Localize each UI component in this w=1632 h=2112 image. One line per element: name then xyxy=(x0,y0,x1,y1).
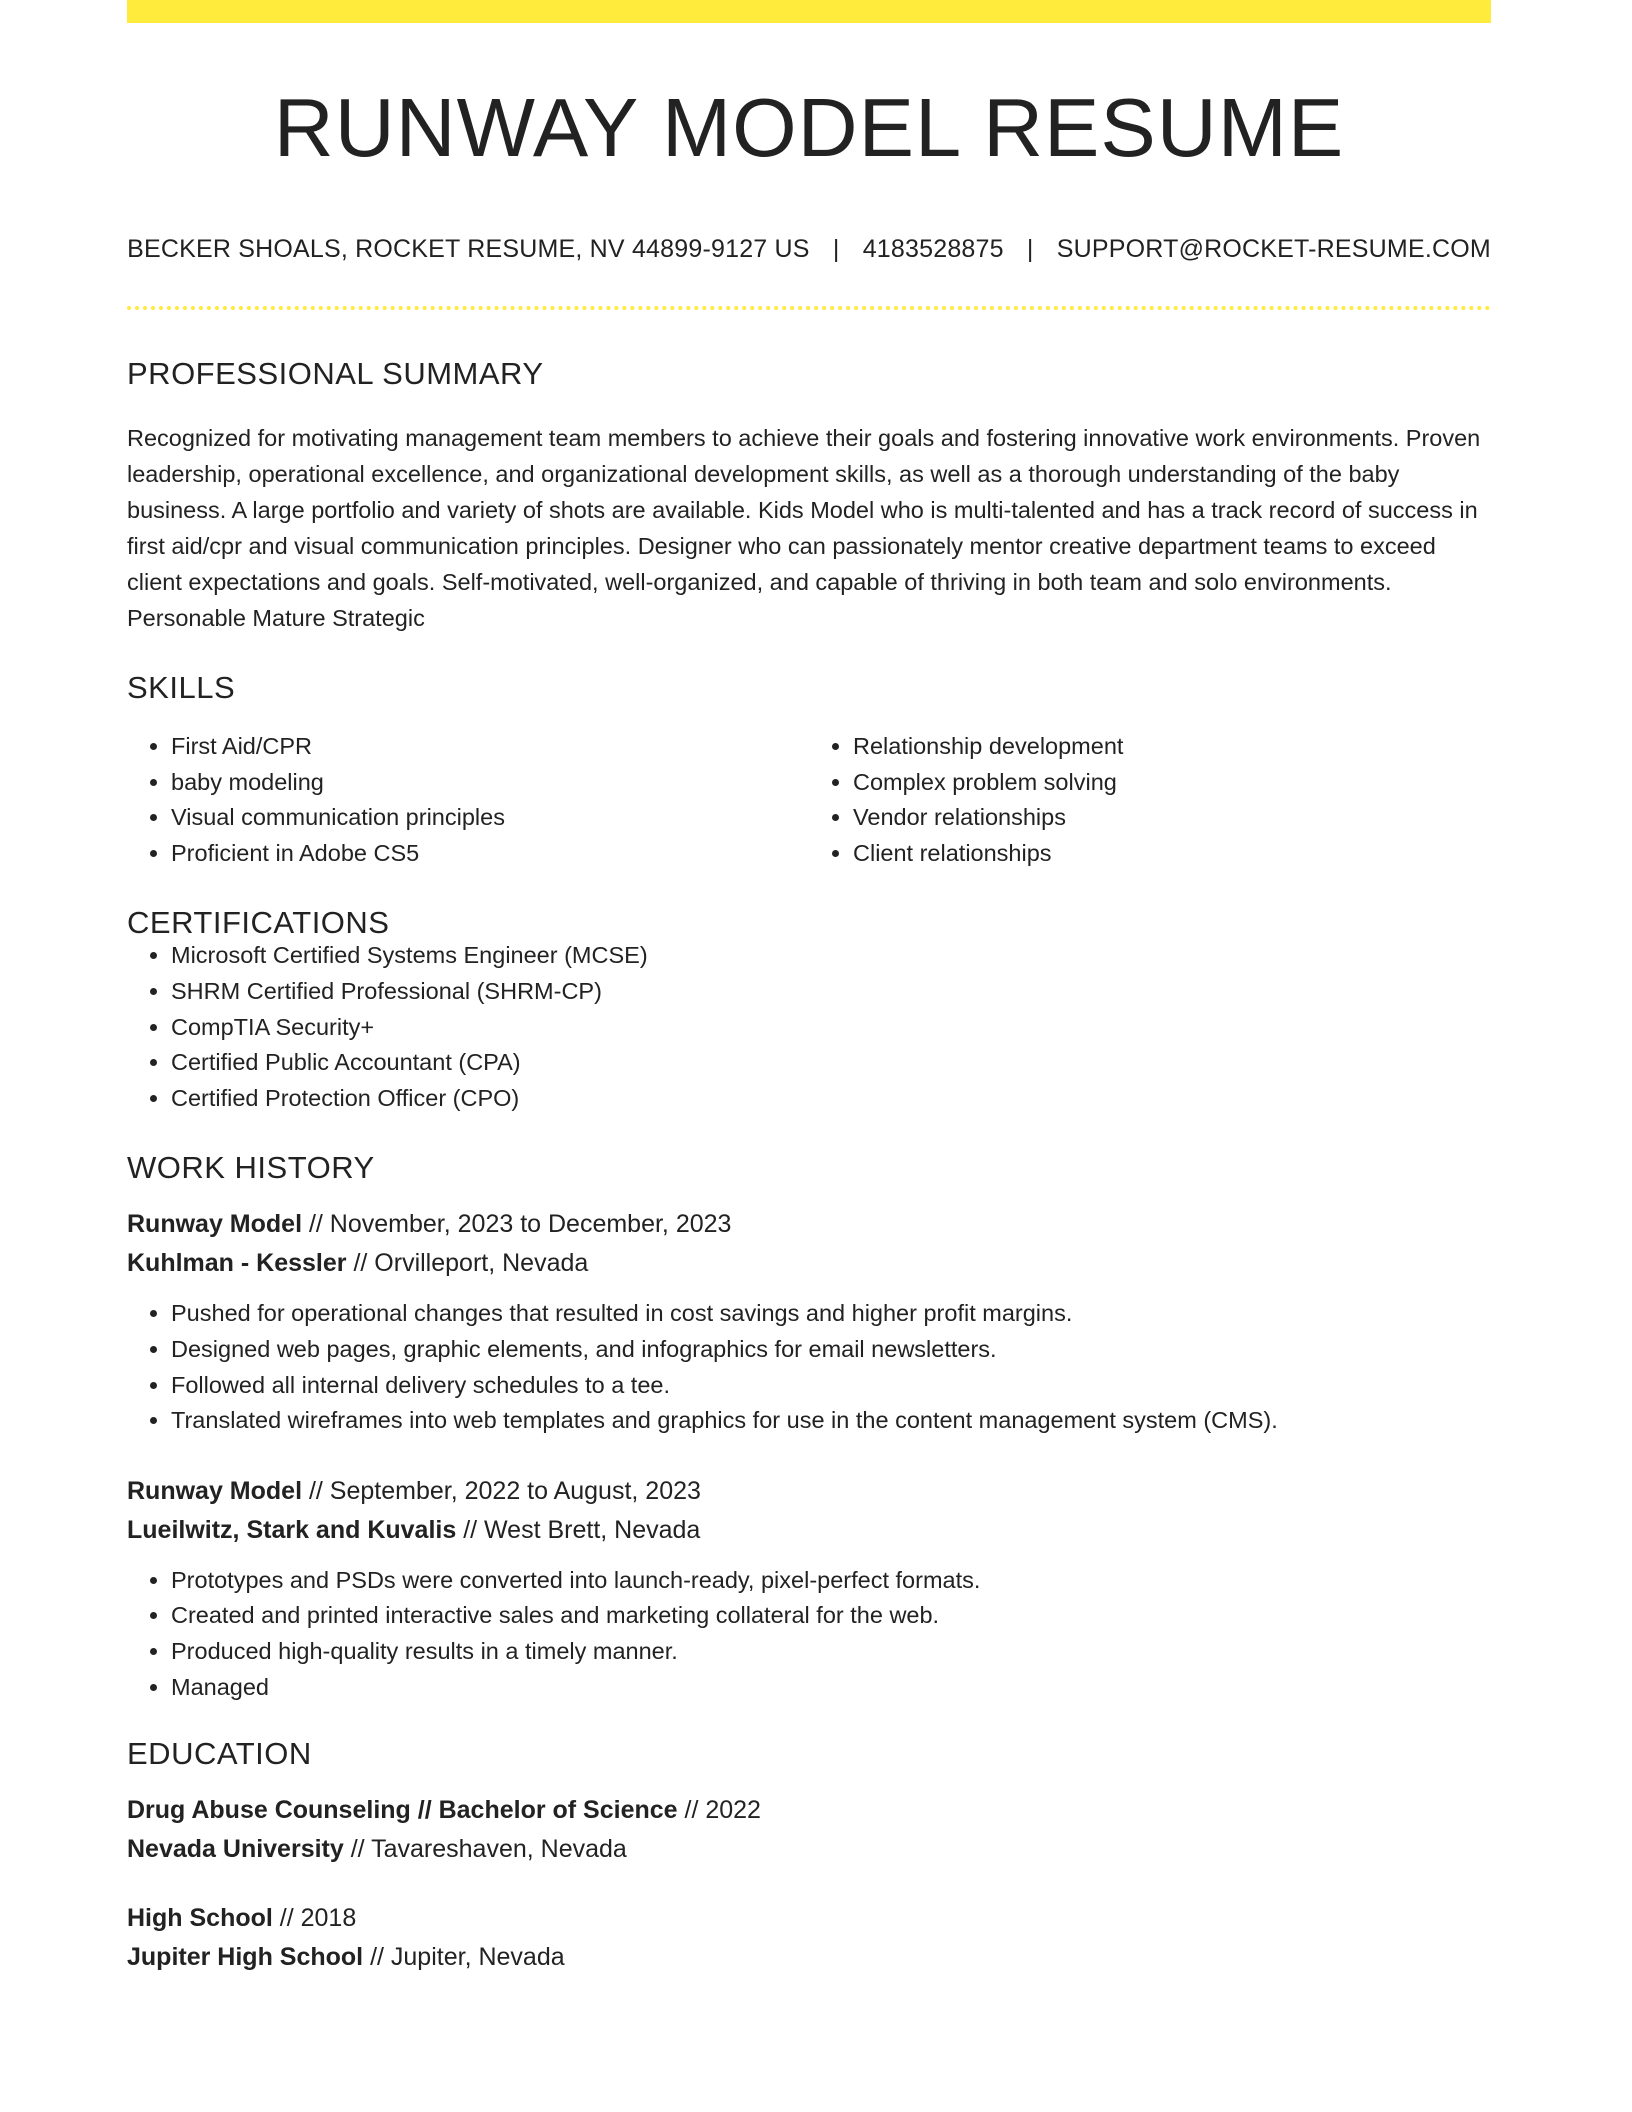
skill-item: • Complex problem solving xyxy=(853,765,1491,801)
contact-line xyxy=(127,237,1491,262)
work-bullet: • Managed xyxy=(171,1670,1491,1706)
certification-item: • SHRM Certified Professional (SHRM-CP) xyxy=(171,974,1491,1010)
accent-bar xyxy=(127,0,1491,23)
certifications-list xyxy=(127,938,1491,1116)
contact-separator: | xyxy=(1026,235,1034,263)
work-role: Runway Model xyxy=(127,1476,303,1505)
work-company: Lueilwitz, Stark and Kuvalis xyxy=(127,1515,457,1544)
contact-separator: | xyxy=(832,235,840,263)
skill-item: • Client relationships xyxy=(853,836,1491,872)
contact-email: SUPPORT@ROCKET-RESUME.COM xyxy=(1056,235,1491,263)
resume-title: RUNWAY MODEL RESUME xyxy=(273,81,1345,174)
skill-item: • Visual communication principles xyxy=(171,800,809,836)
education-school: Nevada University xyxy=(127,1835,344,1864)
work-location: // West Brett, Nevada xyxy=(456,1515,701,1544)
certification-item: • Microsoft Certified Systems Engineer (MCSE) xyxy=(171,938,1491,974)
work-bullet: • Created and printed interactive sales and marketing collateral for the web. xyxy=(171,1598,1491,1634)
education-degree-line xyxy=(127,1791,1491,1830)
section-heading-education: EDUCATION xyxy=(127,1736,312,1772)
resume-page xyxy=(127,0,1491,1977)
education-school-line xyxy=(127,1830,1491,1869)
work-role: Runway Model xyxy=(127,1210,303,1239)
education-degree: High School xyxy=(127,1904,273,1933)
work-bullet: • Produced high-quality results in a timely manner. xyxy=(171,1634,1491,1670)
work-dates: // November, 2023 to December, 2023 xyxy=(302,1210,732,1239)
summary-section xyxy=(127,358,1491,636)
education-year: // 2018 xyxy=(272,1904,357,1933)
skill-item: • Relationship development xyxy=(853,729,1491,765)
education-school-line xyxy=(127,1938,1491,1977)
work-bullet: • Translated wireframes into web templates and graphics for use in the content management system (CMS). xyxy=(171,1403,1491,1439)
section-heading-summary: PROFESSIONAL SUMMARY xyxy=(127,356,544,391)
skills-list-right xyxy=(809,729,1491,871)
skills-grid xyxy=(127,729,1491,871)
skill-item: • baby modeling xyxy=(171,765,809,801)
contact-address: BECKER SHOALS, ROCKET RESUME, NV 44899-9127 US xyxy=(127,235,810,263)
section-heading-skills: SKILLS xyxy=(127,670,236,705)
work-bullet: • Pushed for operational changes that resulted in cost savings and higher profit margins. xyxy=(171,1296,1491,1332)
dotted-divider xyxy=(127,306,1491,310)
work-history-section xyxy=(127,1152,1491,1705)
work-entry xyxy=(127,1472,1491,1705)
education-section xyxy=(127,1738,1491,1977)
certification-item: • Certified Protection Officer (CPO) xyxy=(171,1081,1491,1117)
work-company: Kuhlman - Kessler xyxy=(127,1249,347,1278)
work-bullet: • Followed all internal delivery schedules to a tee. xyxy=(171,1368,1491,1404)
skill-item: • Vendor relationships xyxy=(853,800,1491,836)
work-company-line xyxy=(127,1511,1491,1550)
work-company-line xyxy=(127,1244,1491,1283)
certification-item: • CompTIA Security+ xyxy=(171,1010,1491,1046)
work-role-line xyxy=(127,1472,1491,1511)
work-bullets xyxy=(127,1296,1491,1438)
education-degree-line xyxy=(127,1899,1491,1938)
education-location: // Tavareshaven, Nevada xyxy=(343,1835,627,1864)
work-bullets xyxy=(127,1563,1491,1705)
education-entry xyxy=(127,1791,1491,1869)
skills-list-left xyxy=(127,729,809,871)
work-bullet: • Prototypes and PSDs were converted into launch-ready, pixel-perfect formats. xyxy=(171,1563,1491,1599)
skill-item: • Proficient in Adobe CS5 xyxy=(171,836,809,872)
work-location: // Orvilleport, Nevada xyxy=(346,1249,589,1278)
certifications-section xyxy=(127,907,1491,1116)
skills-section xyxy=(127,672,1491,871)
contact-phone: 4183528875 xyxy=(862,235,1004,263)
work-role-line xyxy=(127,1205,1491,1244)
work-entry xyxy=(127,1205,1491,1438)
section-heading-certifications: CERTIFICATIONS xyxy=(127,905,390,941)
education-school: Jupiter High School xyxy=(127,1943,364,1972)
summary-text: Recognized for motivating management team members to achieve their goals and fostering innovative work environments. Proven leadership, operational excellence, and organizational development skills, as well as a thorough understanding of the baby business. A large portfolio and variety of shots are available. Kids Model who is multi-talented and has a track record of success in first aid/cpr and visual communication principles. Designer who can passionately mentor creative department teams to exceed client expectations and goals. Self-motivated, well-organized, and capable of thriving in both team and solo environments. Personable Mature Strategic xyxy=(127,425,1481,631)
education-year: // 2022 xyxy=(677,1796,761,1825)
education-location: // Jupiter, Nevada xyxy=(363,1943,565,1972)
work-bullet: • Designed web pages, graphic elements, and infographics for email newsletters. xyxy=(171,1332,1491,1368)
section-heading-work-history: WORK HISTORY xyxy=(127,1150,375,1186)
education-degree: Drug Abuse Counseling // Bachelor of Science xyxy=(127,1796,678,1825)
certification-item: • Certified Public Accountant (CPA) xyxy=(171,1045,1491,1081)
education-entry xyxy=(127,1899,1491,1977)
work-dates: // September, 2022 to August, 2023 xyxy=(302,1476,701,1505)
skill-item: • First Aid/CPR xyxy=(171,729,809,765)
